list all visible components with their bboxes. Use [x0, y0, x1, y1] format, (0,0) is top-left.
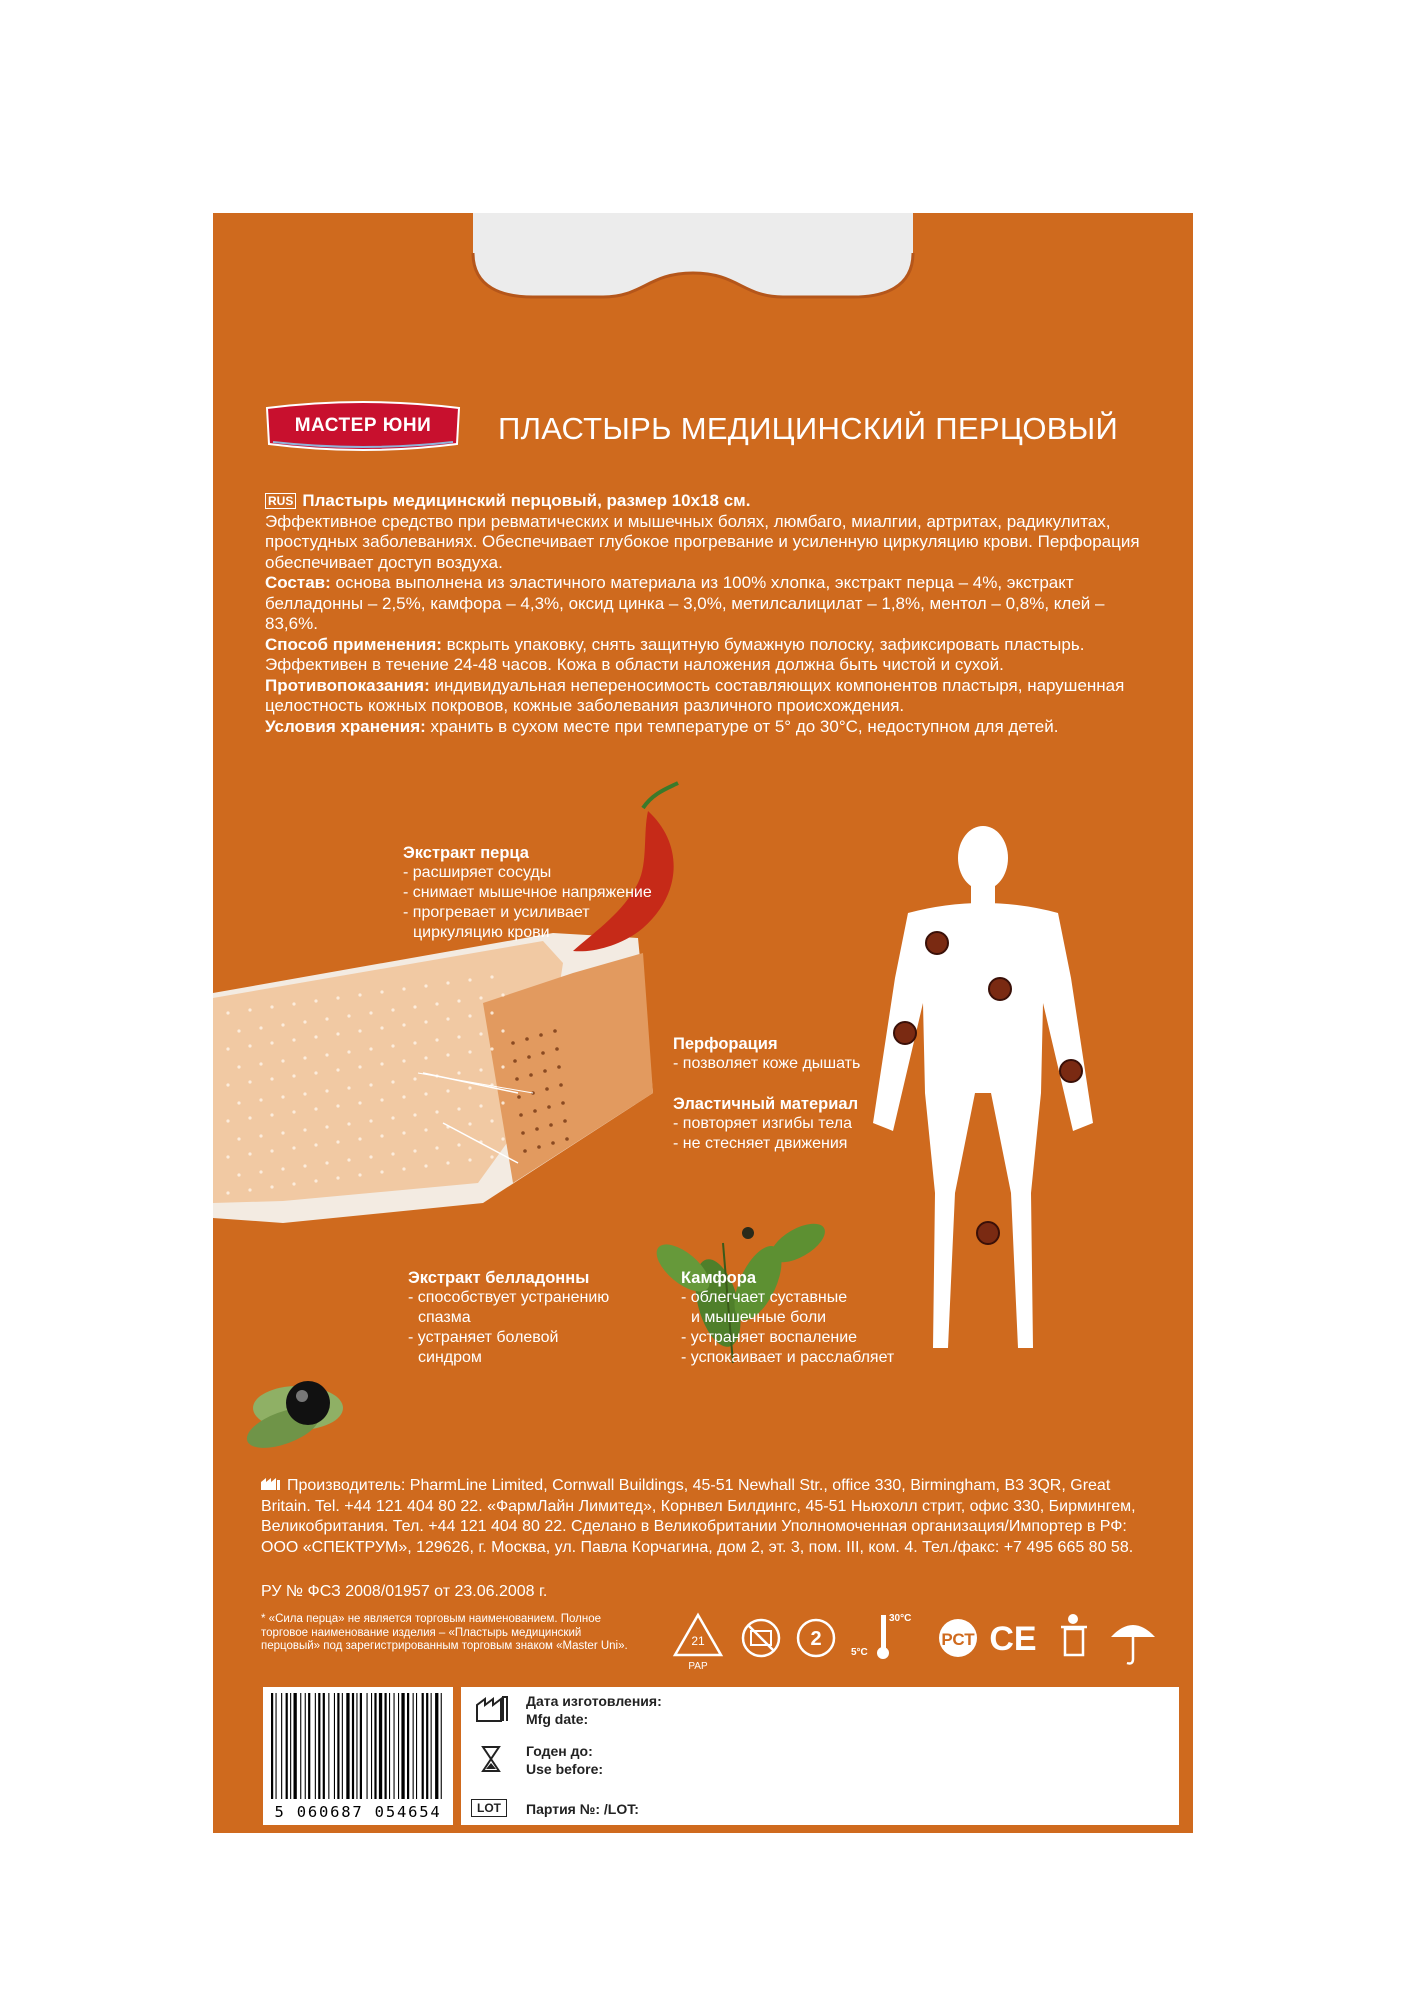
- contra-label: Противопоказания:: [265, 675, 430, 695]
- contra-text: индивидуальная непереносимость составляющих компонентов пластыря, нарушенная целостность кожных покровов, кожные заболевания различного происхождения.: [265, 675, 1125, 715]
- belladonna-feature: [408, 1268, 609, 1368]
- storage-text: хранить в сухом месте при температуре от 5° до 30°С, недоступном для детей.: [430, 716, 1059, 736]
- composition-label: Состав:: [265, 573, 331, 592]
- pepper-item: - снимает мышечное напряжение: [403, 884, 652, 901]
- manufacture-icon: [475, 1695, 509, 1728]
- perforation-title: Перфорация: [673, 1035, 778, 1053]
- pepper-feature: [403, 843, 652, 943]
- camphor-title: Камфора: [681, 1269, 756, 1287]
- camphor-item: и мышечные боли: [691, 1309, 827, 1326]
- description-block: [265, 491, 1145, 737]
- belladonna-item: синдром: [418, 1349, 482, 1366]
- barcode: [263, 1687, 453, 1825]
- elastic-item: - повторяет изгибы тела: [673, 1115, 852, 1132]
- barcode-number: 5 060687 054654: [274, 1803, 442, 1821]
- certification-symbols: [653, 1603, 1173, 1673]
- exp-label-en: Use before:: [526, 1761, 604, 1777]
- rst-mark: РСТ: [941, 1630, 975, 1649]
- patch-image: [213, 933, 653, 1223]
- mfg-label-ru: Дата изготовления:: [526, 1693, 662, 1709]
- pepper-item: циркуляцию крови: [413, 924, 550, 941]
- temp-high: 30°C: [889, 1613, 912, 1624]
- usage-label: Способ применения:: [265, 634, 442, 654]
- dates-box: [461, 1687, 1179, 1825]
- elastic-item: - не стесняет движения: [673, 1135, 848, 1152]
- temperature-icon: [851, 1613, 911, 1659]
- lot-label: Партия №: /LOT:: [526, 1801, 639, 1817]
- umbrella-icon: [1111, 1625, 1155, 1664]
- manufacturer-info: [261, 1476, 1161, 1558]
- recycle-icon: [675, 1615, 721, 1672]
- camphor-feature: [681, 1268, 894, 1368]
- registration-number: РУ № ФСЗ 2008/01957 от 23.06.2008 г.: [261, 1583, 548, 1600]
- pepper-title: Экстракт перца: [403, 844, 529, 862]
- storage-label: Условия хранения:: [265, 716, 426, 736]
- layers-value: 2: [810, 1628, 822, 1650]
- belladonna-item: спазма: [418, 1309, 471, 1326]
- no-reuse-icon: [743, 1620, 779, 1656]
- exp-label-ru: Годен до:: [526, 1743, 593, 1759]
- recycle-material: PAP: [688, 1661, 708, 1672]
- ce-mark: CE: [989, 1620, 1037, 1658]
- usage-text: вскрыть упаковку, снять защитную бумажную полоску, зафиксировать пластырь. Эффективен в течение 24-48 часов. Кожа в области наложения должна быть чистой и сухой.: [265, 634, 1085, 674]
- layers-icon: [798, 1620, 834, 1656]
- camphor-item: - облегчает суставные: [681, 1289, 848, 1306]
- composition-text: основа выполнена из эластичного материала из 100% хлопка, экстракт перца – 4%, экстракт белладонны – 2,5%, камфора – 4,3%, оксид цинка – 3,0%, метилсалицилат – 1,8%, ментол – 0,8%, клей – 83,6%.: [265, 573, 1105, 633]
- pepper-item: - прогревает и усиливает: [403, 904, 590, 921]
- belladonna-item: - устраняет болевой: [408, 1329, 559, 1346]
- logo-text: МАСТЕР ЮНИ: [294, 415, 432, 436]
- hourglass-icon: [481, 1745, 501, 1778]
- lot-tag: LOT: [471, 1799, 507, 1817]
- rst-icon: [939, 1619, 977, 1657]
- belladonna-title: Экстракт белладонны: [408, 1269, 590, 1287]
- mfg-label-en: Mfg date:: [526, 1711, 589, 1727]
- belladonna-item: - способствует устранению: [408, 1289, 610, 1306]
- camphor-item: - устраняет воспаление: [681, 1329, 858, 1346]
- elastic-feature: [673, 1094, 858, 1154]
- elastic-title: Эластичный материал: [673, 1095, 859, 1113]
- description-intro: Эффективное средство при ревматических и мышечных болях, люмбаго, миалгии, артритах, радикулитах, простудных заболеваниях. Обеспечивает глубокое прогревание и усиленную циркуляцию крови. Перфорация обеспечивает доступ воздуха.: [265, 511, 1140, 572]
- belladonna-image: [242, 1381, 343, 1456]
- package-back: [213, 213, 1193, 1833]
- recycle-code: 21: [691, 1634, 705, 1648]
- trademark-note: * «Сила перца» не является торговым наименованием. Полное торговое наименование изделия – «Пластырь медицинский перцовый» под зарегистрированным торговым знаком «Master Uni».: [261, 1613, 628, 1652]
- manufacturer-text: Производитель: PharmLine Limited, Cornwall Buildings, 45-51 Newhall Str., office 330, Birmingham, B3 3QR, Great Britain. Tel. +44 121 404 80 22. «ФармЛайн Лимитед», Корнвел Билдингс, 45-51 Ньюхолл стрит, офис 330, Бирмингем, Великобритания. Тел. +44 121 404 80 22. Сделано в Великобритании Уполномоченная организация/Импортер в РФ: ООО «СПЕКТРУМ», 129626, г. Москва, ул. Павла Корчагина, дом 2, эт. 3, пом. III, ком. 4. Тел./факс: +7 495 665 80 58.: [261, 1477, 1136, 1556]
- factory-icon: [261, 1476, 281, 1488]
- barcode-bars: [263, 1687, 453, 1803]
- description-heading: Пластырь медицинский перцовый, размер 10х18 см.: [302, 491, 751, 510]
- ce-icon: [989, 1620, 1036, 1658]
- pepper-item: - расширяет сосуды: [403, 864, 552, 881]
- product-title: ПЛАСТЫРЬ МЕДИЦИНСКИЙ ПЕРЦОВЫЙ: [498, 411, 1119, 446]
- temp-low: 5°C: [851, 1647, 868, 1658]
- hanger-slot: [443, 213, 943, 333]
- trash-bin-icon: [1061, 1614, 1087, 1655]
- body-silhouette: [873, 826, 1093, 1348]
- camphor-item: - успокаивает и расслабляет: [681, 1349, 895, 1366]
- perforation-feature: [673, 1034, 860, 1074]
- lang-tag: RUS: [265, 493, 296, 509]
- perforation-item: - позволяет коже дышать: [673, 1055, 861, 1072]
- brand-logo: [263, 398, 463, 454]
